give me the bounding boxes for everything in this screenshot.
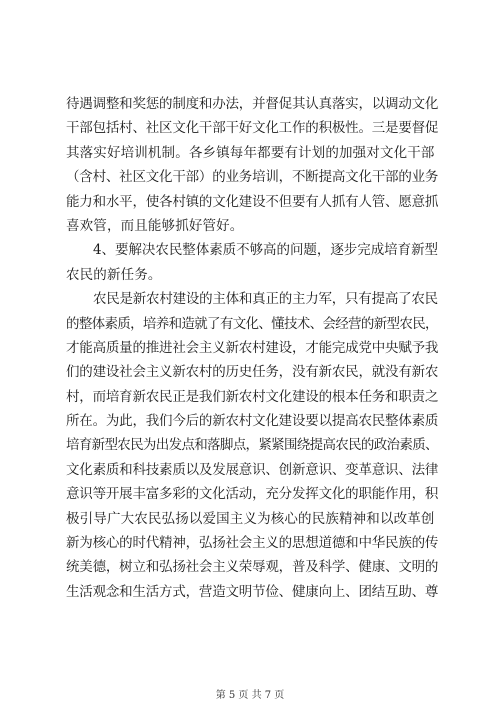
- text-line: （含村、社区文化干部）的业务培训，不断提高文化干部的业务: [66, 169, 439, 186]
- page-footer: 第 5 页 共 7 页: [215, 690, 285, 701]
- document-body: [66, 92, 438, 604]
- text-line: 所在。为此，我们今后的新农村文化建设要以提高农民整体素质: [66, 413, 439, 430]
- text-line: 意识等开展丰富多彩的文化活动，充分发挥文化的职能作用，积: [66, 486, 439, 503]
- text-line: 干部包括村、社区文化干部干好文化工作的积极性。三是要督促: [66, 120, 439, 137]
- text-line: 的整体素质，培养和造就了有文化、懂技术、会经营的新型农民，: [66, 315, 438, 332]
- text-line: 农民的新任务。: [66, 266, 162, 283]
- text-line: 喜欢管，而且能够抓好管好。: [66, 217, 244, 234]
- text-line: 统美德，树立和弘扬社会主义荣辱观，普及科学、健康、文明的: [66, 559, 439, 576]
- text-line: 文化素质和科技素质以及发展意识、创新意识、变革意识、法律: [66, 461, 439, 478]
- text-line: 农民是新农村建设的主体和真正的主力军，只有提高了农民: [93, 291, 438, 308]
- text-line: 极引导广大农民弘扬以爱国主义为核心的民族精神和以改革创: [66, 510, 435, 527]
- text-line: 4、要解决农民整体素质不够高的问题，逐步完成培育新型: [93, 242, 438, 259]
- text-line: 村，而培育新农民正是我们新农村文化建设的根本任务和职责之: [66, 388, 439, 405]
- text-line: 培育新型农民为出发点和落脚点，紧紧围绕提高农民的政治素质、: [66, 437, 438, 454]
- text-line: 生活观念和生活方式，营造文明节俭、健康向上、团结互助、尊: [66, 583, 439, 600]
- text-line: 待遇调整和奖惩的制度和办法，并督促其认真落实，以调动文化: [66, 96, 439, 112]
- text-line: 其落实好培训机制。各乡镇每年都要有计划的加强对文化干部: [66, 144, 435, 161]
- text-line: 才能高质量的推进社会主义新农村建设，才能完成党中央赋予我: [66, 339, 439, 356]
- text-line: 能力和水平，使各村镇的文化建设不但要有人抓有人管、愿意抓: [66, 193, 439, 210]
- text-line: 们的建设社会主义新农村的历史任务，没有新农民，就没有新农: [66, 364, 439, 381]
- text-line: 新为核心的时代精神，弘扬社会主义的思想道德和中华民族的传: [66, 535, 439, 552]
